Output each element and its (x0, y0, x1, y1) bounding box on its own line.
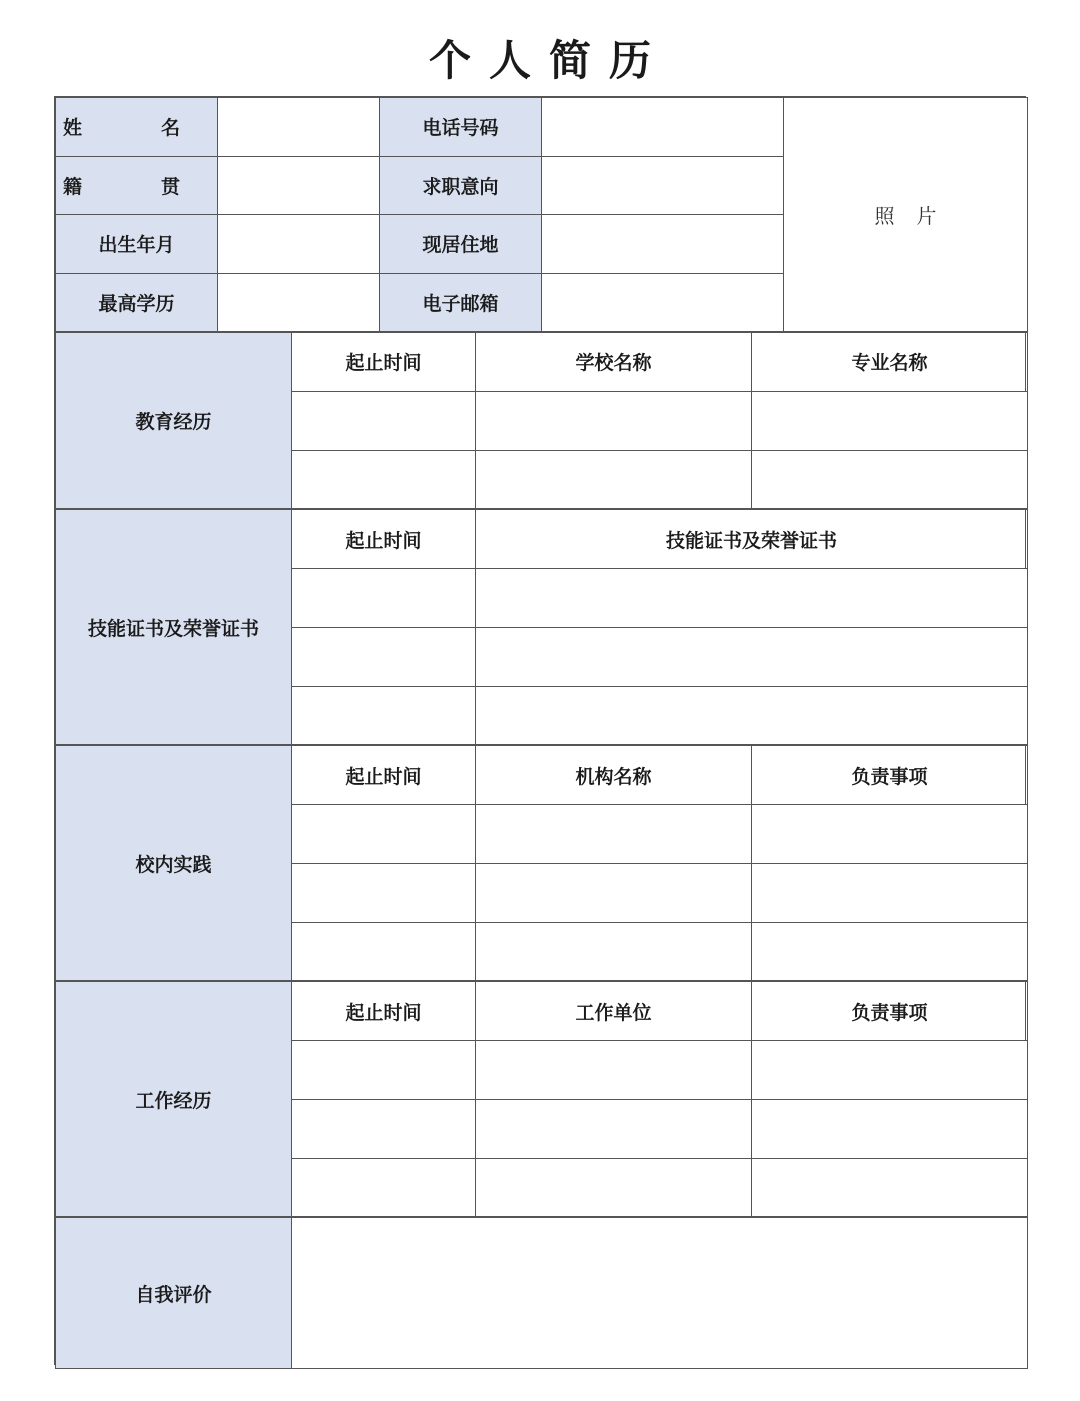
education-cell[interactable] (476, 450, 752, 509)
education-cell[interactable] (752, 450, 1028, 509)
education-header-school: 学校名称 (476, 333, 752, 392)
work-cell[interactable] (476, 1041, 752, 1100)
campus-cell[interactable] (752, 805, 1028, 864)
job-intention-label: 求职意向 (380, 156, 542, 215)
certificates-header-name: 技能证书及荣誉证书 (476, 510, 1028, 569)
certificates-cell[interactable] (292, 569, 476, 628)
photo-label: 照片 (874, 204, 959, 228)
self-evaluation-field[interactable] (292, 1218, 1028, 1369)
campus-practice-label: 校内实践 (56, 746, 292, 981)
campus-cell[interactable] (292, 922, 476, 981)
campus-cell[interactable] (476, 922, 752, 981)
work-cell[interactable] (292, 1099, 476, 1158)
work-header-duty: 负责事项 (752, 982, 1028, 1041)
phone-field[interactable] (542, 98, 784, 157)
campus-cell[interactable] (476, 863, 752, 922)
campus-header-duty: 负责事项 (752, 746, 1028, 805)
email-field[interactable] (542, 273, 784, 332)
birth-date-label: 出生年月 (56, 215, 218, 274)
email-label: 电子邮箱 (380, 273, 542, 332)
page-title: 个人简历 (428, 36, 669, 85)
photo-box[interactable] (784, 98, 1028, 332)
campus-cell[interactable] (292, 863, 476, 922)
certificates-cell[interactable] (476, 627, 1028, 686)
work-cell[interactable] (476, 1099, 752, 1158)
address-field[interactable] (542, 215, 784, 274)
education-cell[interactable] (476, 391, 752, 450)
certificates-cell[interactable] (476, 569, 1028, 628)
work-cell[interactable] (752, 1041, 1028, 1100)
campus-header-time: 起止时间 (292, 746, 476, 805)
campus-header-org: 机构名称 (476, 746, 752, 805)
certificates-cell[interactable] (292, 686, 476, 745)
education-label: 教育经历 (56, 333, 292, 509)
job-intention-field[interactable] (542, 156, 784, 215)
degree-field[interactable] (218, 273, 380, 332)
resume-form (54, 96, 1026, 1365)
work-cell[interactable] (752, 1158, 1028, 1217)
education-header-time: 起止时间 (292, 333, 476, 392)
native-place-label: 籍 贯 (56, 156, 218, 215)
basic-info-table (55, 97, 1028, 332)
campus-cell[interactable] (476, 805, 752, 864)
work-cell[interactable] (292, 1158, 476, 1217)
native-place-field[interactable] (218, 156, 380, 215)
work-header-time: 起止时间 (292, 982, 476, 1041)
education-section (55, 332, 1028, 509)
campus-cell[interactable] (292, 805, 476, 864)
campus-cell[interactable] (752, 922, 1028, 981)
degree-label: 最高学历 (56, 273, 218, 332)
campus-cell[interactable] (752, 863, 1028, 922)
education-header-major: 专业名称 (752, 333, 1028, 392)
self-evaluation-section (55, 1217, 1028, 1369)
work-cell[interactable] (292, 1041, 476, 1100)
birth-date-field[interactable] (218, 215, 380, 274)
work-experience-section (55, 981, 1028, 1217)
work-experience-label: 工作经历 (56, 982, 292, 1217)
education-cell[interactable] (292, 391, 476, 450)
certificates-section (55, 509, 1028, 745)
phone-label: 电话号码 (380, 98, 542, 157)
name-field[interactable] (218, 98, 380, 157)
certificates-label: 技能证书及荣誉证书 (56, 510, 292, 745)
certificates-header-time: 起止时间 (292, 510, 476, 569)
self-evaluation-label: 自我评价 (56, 1218, 292, 1369)
work-header-company: 工作单位 (476, 982, 752, 1041)
certificates-cell[interactable] (476, 686, 1028, 745)
address-label: 现居住地 (380, 215, 542, 274)
work-cell[interactable] (476, 1158, 752, 1217)
name-label: 姓 名 (56, 98, 218, 157)
certificates-cell[interactable] (292, 627, 476, 686)
work-cell[interactable] (752, 1099, 1028, 1158)
campus-practice-section (55, 745, 1028, 981)
education-cell[interactable] (752, 391, 1028, 450)
education-cell[interactable] (292, 450, 476, 509)
